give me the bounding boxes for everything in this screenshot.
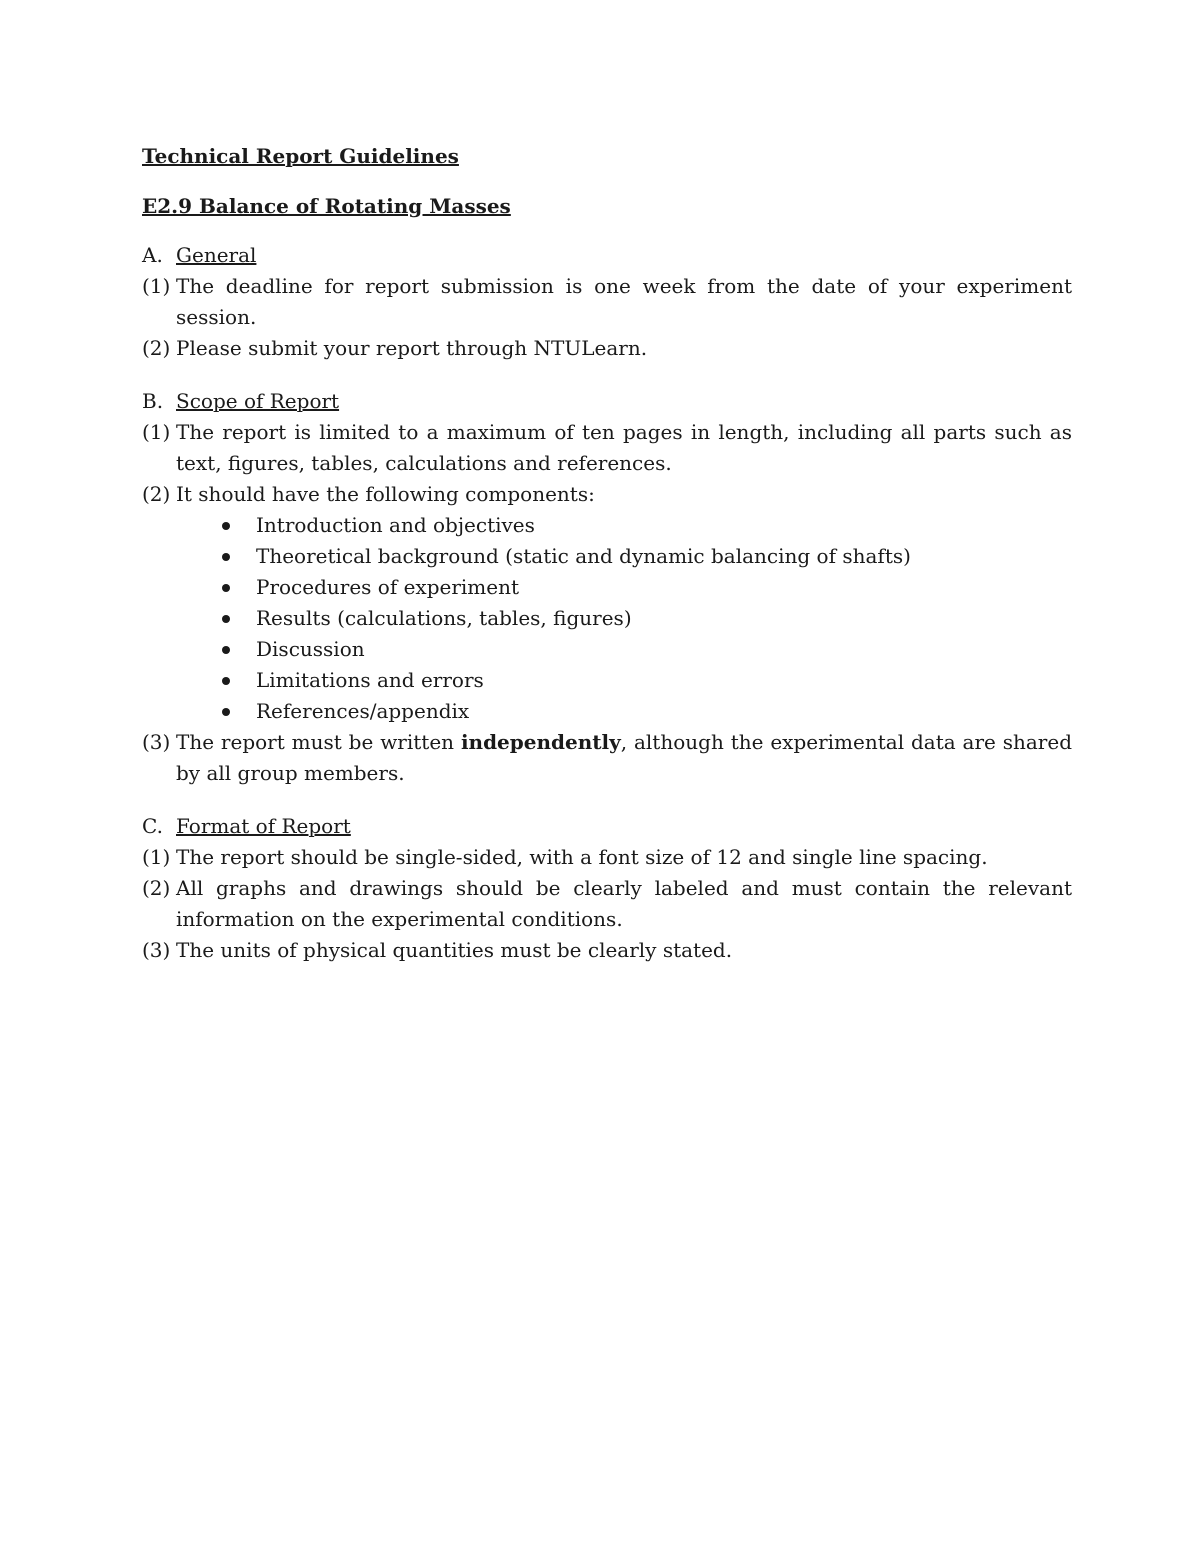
bullet-text: Theoretical background (static and dynamic balancing of shafts)	[256, 544, 911, 568]
list-item	[142, 333, 1072, 364]
item-number: (1)	[142, 274, 171, 298]
item-number: (2)	[142, 876, 171, 900]
bullet-icon	[218, 603, 256, 634]
item-text: The units of physical quantities must be clearly stated.	[176, 938, 733, 962]
list-item	[142, 935, 1072, 966]
document-page	[142, 142, 1072, 966]
components-list	[142, 510, 1072, 727]
list-item	[142, 873, 1072, 935]
bullet-item	[218, 665, 1072, 696]
item-text-part: , although the experimental data are shared by all group members.	[176, 730, 1072, 785]
bullet-text: Discussion	[256, 637, 365, 661]
item-number: (2)	[142, 482, 171, 506]
section-letter: B.	[142, 389, 164, 413]
section-letter: C.	[142, 814, 163, 838]
bullet-icon	[218, 572, 256, 603]
item-number: (3)	[142, 938, 171, 962]
section-scope	[142, 386, 1072, 789]
bullet-icon	[218, 665, 256, 696]
item-text: It should have the following components:	[176, 482, 595, 506]
list-item	[142, 727, 1072, 789]
bullet-item	[218, 541, 1072, 572]
item-number: (1)	[142, 420, 171, 444]
item-text: All graphs and drawings should be clearly labeled and must contain the relevant information on the experimental conditions.	[176, 876, 1072, 931]
section-label: Scope of Report	[176, 389, 340, 413]
bullet-item	[218, 603, 1072, 634]
bullet-text: Introduction and objectives	[256, 513, 535, 537]
bullet-item	[218, 572, 1072, 603]
section-format	[142, 811, 1072, 966]
document-title: Technical Report Guidelines	[142, 144, 459, 168]
bullet-icon	[218, 510, 256, 541]
item-number: (1)	[142, 845, 171, 869]
bullet-text: References/appendix	[256, 699, 470, 723]
item-text: The deadline for report submission is one week from the date of your experiment session.	[176, 274, 1072, 329]
section-heading	[142, 386, 1072, 417]
emphasis-text: independently	[460, 730, 621, 754]
bullet-item	[218, 696, 1072, 727]
list-item	[142, 842, 1072, 873]
item-number: (3)	[142, 730, 171, 754]
item-text	[176, 727, 1072, 789]
list-item	[142, 479, 1072, 510]
list-item	[142, 271, 1072, 333]
list-item	[142, 417, 1072, 479]
item-number: (2)	[142, 336, 171, 360]
bullet-icon	[218, 634, 256, 665]
bullet-text: Results (calculations, tables, figures)	[256, 606, 632, 630]
bullet-text: Procedures of experiment	[256, 575, 520, 599]
bullet-icon	[218, 541, 256, 572]
section-letter: A.	[142, 243, 163, 267]
section-label: Format of Report	[176, 814, 351, 838]
item-text: Please submit your report through NTULearn.	[176, 336, 648, 360]
bullet-text: Limitations and errors	[256, 668, 484, 692]
section-general	[142, 240, 1072, 364]
item-text-part: The report must be written	[176, 730, 461, 754]
item-text: The report should be single-sided, with a font size of 12 and single line spacing.	[176, 845, 988, 869]
section-heading	[142, 811, 1072, 842]
bullet-item	[218, 634, 1072, 665]
section-label: General	[176, 243, 257, 267]
bullet-item	[218, 510, 1072, 541]
item-text: The report is limited to a maximum of ten pages in length, including all parts such as text, figures, tables, calculations and references.	[176, 420, 1072, 475]
section-heading	[142, 240, 1072, 271]
experiment-title: E2.9 Balance of Rotating Masses	[142, 194, 511, 218]
bullet-icon	[218, 696, 256, 727]
